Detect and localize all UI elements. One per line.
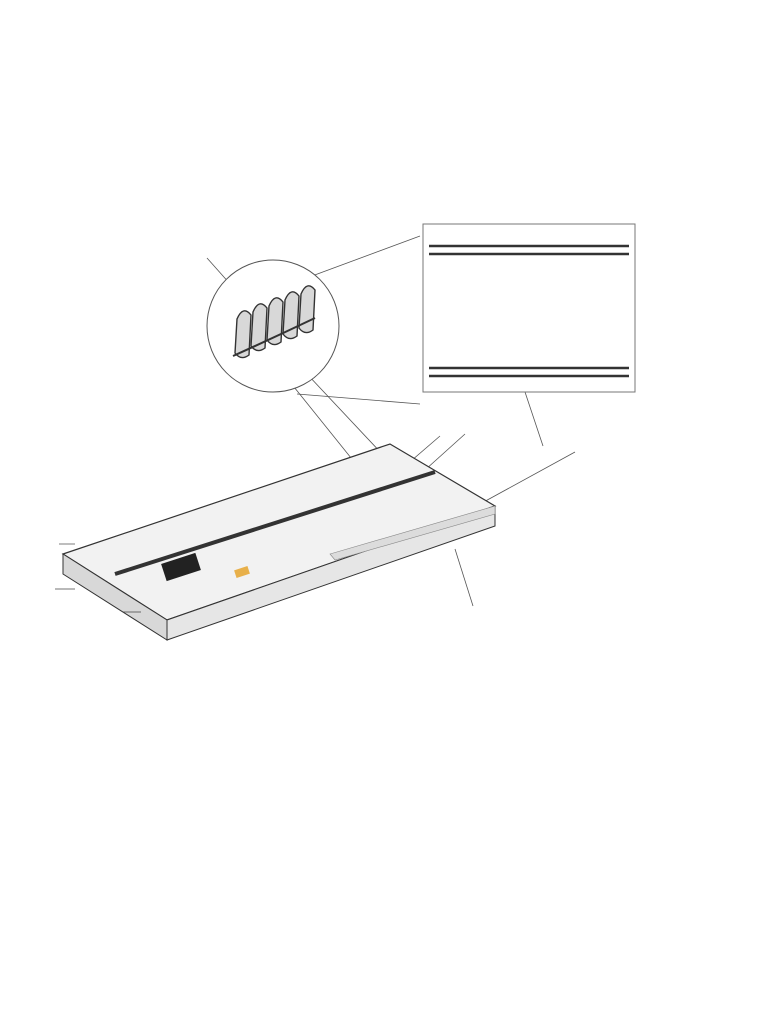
internal-connections-panel [423,224,635,392]
protoboard-body [63,444,495,640]
protoboard-figure [45,214,725,784]
protoboard-illustration [45,214,725,664]
contact-detail-circle [207,260,339,392]
